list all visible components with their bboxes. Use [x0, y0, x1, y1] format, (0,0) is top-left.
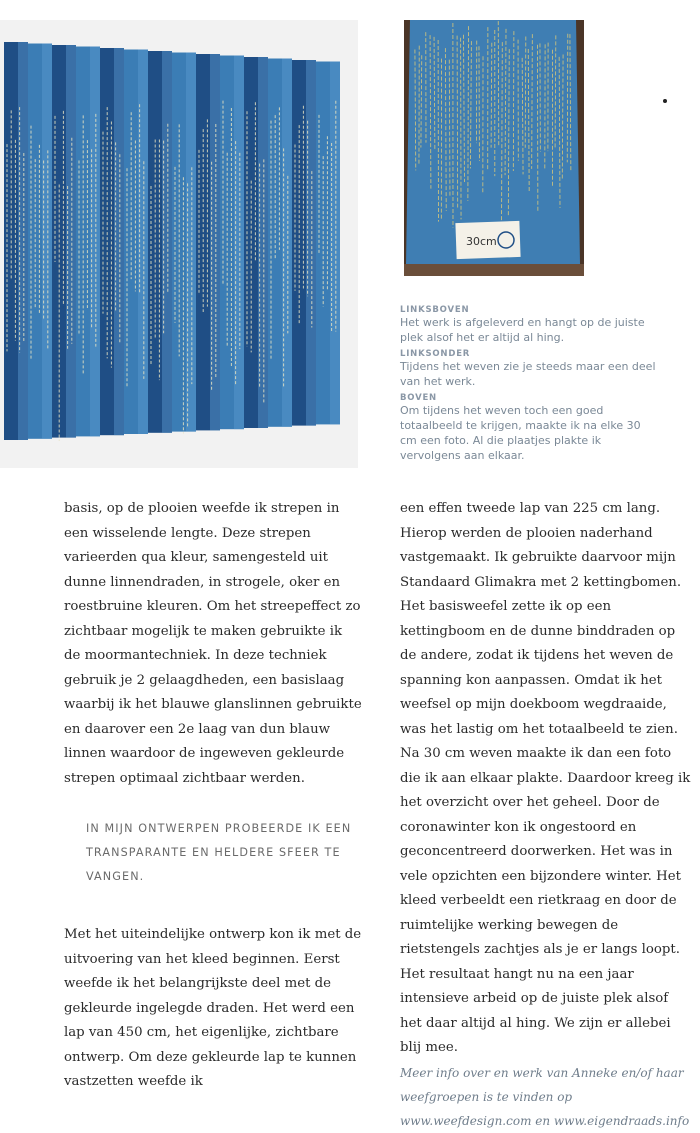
caption-heading: LINKSBOVEN [400, 305, 660, 315]
pull-quote: IN MIJN ONTWERPEN PROBEERDE IK EEN TRANSPARANTE EN HELDERE SFEER TE VANGEN. [86, 817, 362, 889]
caption-text: Tijdens het weven zie je steeds maar een deel van het werk. [400, 359, 660, 389]
loom-weaving-illustration [404, 20, 584, 276]
caption-heading: BOVEN [400, 393, 660, 403]
info-note: Meer info over en werk van Anneke en/of haar weefgroepen is te vinden op www.weefdesign.com en www.eigendraads.info [400, 1061, 692, 1133]
loom-weaving-photo [404, 20, 584, 276]
measure-tag-label: 30cm [466, 235, 497, 248]
caption-heading: LINKSONDER [400, 349, 660, 359]
pleated-weaving-illustration [0, 20, 358, 468]
body-paragraph: basis, op de plooien weefde ik strepen in een wisselende lengte. Deze strepen varieerden qua kleur, samengesteld uit dunne linnendraden, in strogele, oker en roestbruine kleuren. Om het streepeffect zo zichtbaar mogelijk te maken gebruikte ik de moormantechniek. In deze techniek gebruik je 2 gelaagdheden, een basislaag waarbij ik het blauwe glanslinnen gebruikte en daarover een 2e laag van dun blauw linnen waardoor de ingeweven gekleurde strepen optimaal zichtbaar werden. [64, 497, 362, 791]
article-column-right [400, 497, 692, 1133]
photo-captions [400, 305, 660, 467]
caption-text: Om tijdens het weven toch een goed totaalbeeld te krijgen, maakte ik na elke 30 cm een foto. Al die plaatjes plakte ik vervolgens aan elkaar. [400, 403, 660, 463]
caption-text: Het werk is afgeleverd en hangt op de juiste plek alsof het er altijd al hing. [400, 315, 660, 345]
article-column-left [64, 497, 362, 1095]
body-paragraph: Met het uiteindelijke ontwerp kon ik met de uitvoering van het kleed beginnen. Eerst weefde ik het belangrijkste deel met de gekleurde ingelegde draden. Het werd een lap van 450 cm, het eigenlijke, zichtbare ontwerp. Om deze gekleurde lap te kunnen vastzetten weefde ik [64, 923, 362, 1095]
body-paragraph: een effen tweede lap van 225 cm lang. Hierop werden de plooien naderhand vastgemaakt. Ik gebruikte daarvoor mijn Standaard Glimakra met 2 kettingbomen. Het basisweefel zette ik op een kettingboom en de dunne binddraden op de andere, zodat ik tijdens het weven de spanning kon aanpassen. Omdat ik het weefsel op mijn doekboom wegdraaide, was het lastig om het totaalbeeld te zien. Na 30 cm weven maakte ik dan een foto die ik aan elkaar plakte. Daardoor kreeg ik het overzicht over het geheel. Door de coronawinter kon ik ongestoord en geconcentreerd doorwerken. Het was in vele opzichten een bijzondere winter. Het kleed verbeeldt een rietkraag en door de ruimtelijke werking bewegen de rietstengels zachtjes als je er langs loopt. Het resultaat hangt nu na een jaar intensieve arbeid op de juiste plek alsof het daar altijd al hing. We zijn er allebei blij mee. [400, 497, 692, 1061]
pleated-weaving-photo [0, 20, 358, 468]
page-dot [663, 99, 667, 103]
